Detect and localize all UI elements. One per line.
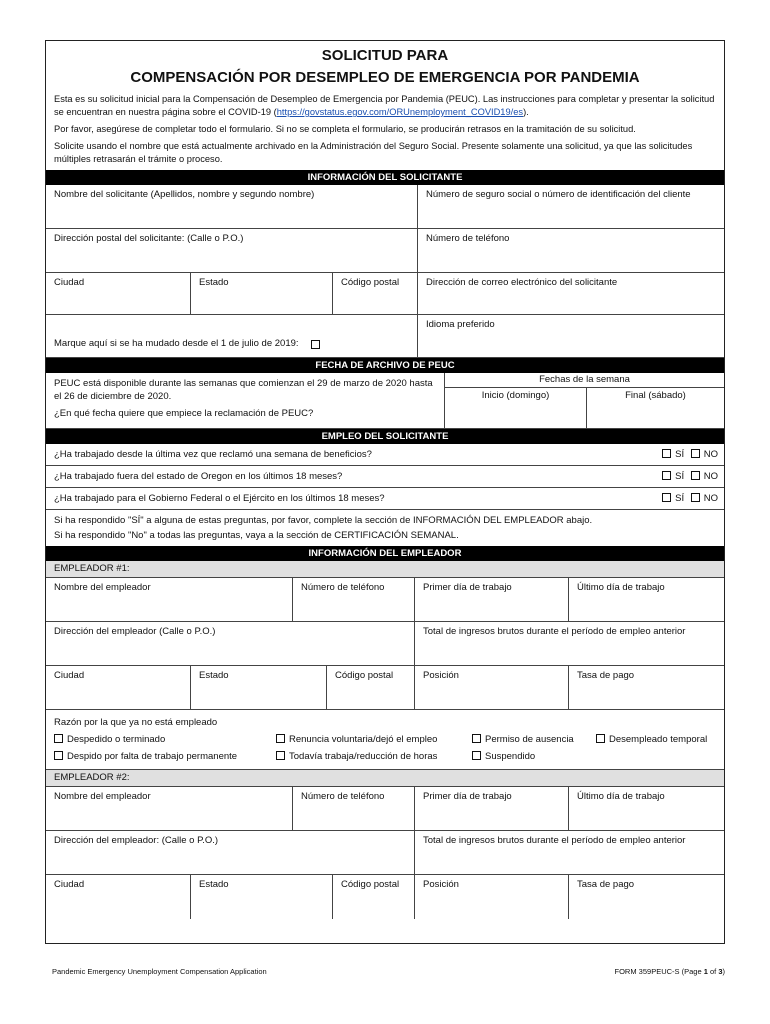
question-3-text: ¿Ha trabajado para el Gobierno Federal o el Ejército en los últimos 18 meses? — [54, 493, 385, 504]
city-label: Ciudad — [54, 277, 85, 288]
q3-no-checkbox[interactable] — [691, 493, 700, 502]
reason-option-quit[interactable] — [276, 731, 472, 748]
intro — [46, 89, 724, 166]
filing-header: FECHA DE ARCHIVO DE PEUC — [46, 358, 724, 373]
reason-leave-label: Permiso de ausencia — [485, 734, 574, 745]
form-title — [46, 41, 724, 89]
employer-1-rate-field[interactable] — [569, 666, 724, 709]
week-start-label: Inicio (domingo) — [481, 390, 550, 401]
employer-1-row-2 — [46, 622, 724, 666]
week-start-field[interactable] — [445, 388, 587, 428]
title-line-2: COMPENSACIÓN POR DESEMPLEO DE EMERGENCIA POR PANDEMIA — [130, 69, 640, 86]
employer-1-city-label: Ciudad — [54, 670, 85, 681]
reason-leave-checkbox[interactable] — [472, 734, 481, 743]
q1-yes-label: SÍ — [675, 449, 685, 460]
reason-option-reduced-hours[interactable] — [276, 748, 472, 765]
applicant-row-4 — [46, 315, 724, 358]
title-line-1: SOLICITUD PARA — [321, 47, 449, 64]
reason-suspended-checkbox[interactable] — [472, 751, 481, 760]
employer-2-gross-label: Total de ingresos brutos durante el período de empleo anterior — [423, 835, 686, 846]
employer-2-address-label: Dirección del empleador: (Calle o P.O.) — [54, 835, 219, 846]
filing-available: PEUC está disponible durante las semanas que comienzan el 29 de marzo de 2020 hasta el 26 de diciembre de 2020. — [54, 378, 433, 402]
filing-row — [46, 373, 724, 429]
ssn-field[interactable] — [418, 185, 724, 228]
reason-suspended-label: Suspendido — [485, 751, 536, 762]
employer-1-last-day-field[interactable] — [569, 578, 724, 621]
employer-2-first-day-field[interactable] — [415, 787, 569, 830]
state-field[interactable] — [191, 273, 333, 314]
employer-2-gross-field[interactable] — [415, 831, 724, 874]
address-field[interactable] — [46, 229, 418, 272]
footer-close: ) — [722, 967, 725, 976]
employer-1-address-field[interactable] — [46, 622, 415, 665]
covid-link[interactable]: https://govstatus.egov.com/ORUnemployment_COVID19/es — [276, 107, 524, 117]
q2-no-checkbox[interactable] — [691, 471, 700, 480]
employer-2-city-field[interactable] — [46, 875, 191, 919]
q1-no-checkbox[interactable] — [691, 449, 700, 458]
week-dates-block — [444, 373, 724, 428]
employer-2-last-day-label: Último día de trabajo — [577, 791, 665, 802]
q2-yes-label: SÍ — [675, 471, 685, 482]
footer-of: of — [707, 967, 719, 976]
employer-2-phone-label: Número de teléfono — [301, 791, 385, 802]
employer-2-state-field[interactable] — [191, 875, 333, 919]
q2-no-label: NO — [703, 471, 718, 482]
employer-1-first-day-label: Primer día de trabajo — [423, 582, 512, 593]
employer-2-row-3 — [46, 875, 724, 919]
reason-option-layoff[interactable] — [54, 748, 276, 765]
week-dates-fields — [445, 388, 724, 428]
employer-1-last-day-label: Último día de trabajo — [577, 582, 665, 593]
reason-reduced-hours-checkbox[interactable] — [276, 751, 285, 760]
address-label: Dirección postal del solicitante: (Calle o P.O.) — [54, 233, 244, 244]
q1-yes-checkbox[interactable] — [662, 449, 671, 458]
employer-header: INFORMACIÓN DEL EMPLEADOR — [46, 546, 724, 561]
employer-1-city-field[interactable] — [46, 666, 191, 709]
footer-title: Pandemic Emergency Unemployment Compensation Application — [52, 967, 267, 976]
applicant-header: INFORMACIÓN DEL SOLICITANTE — [46, 170, 724, 185]
employer-2-phone-field[interactable] — [293, 787, 415, 830]
employer-1-rate-label: Tasa de pago — [577, 670, 635, 681]
employer-1-phone-field[interactable] — [293, 578, 415, 621]
employer-2-rate-field[interactable] — [569, 875, 724, 919]
reason-reduced-hours-label: Todavía trabaja/reducción de horas — [289, 751, 438, 762]
question-1-answers — [658, 449, 718, 460]
employer-1-zip-field[interactable] — [327, 666, 415, 709]
city-field[interactable] — [46, 273, 191, 314]
phone-field[interactable] — [418, 229, 724, 272]
applicant-name-label: Nombre del solicitante (Apellidos, nombre y segundo nombre) — [54, 189, 315, 200]
employment-question-3 — [46, 488, 724, 510]
employer-1-gross-field[interactable] — [415, 622, 724, 665]
state-label: Estado — [199, 277, 229, 288]
filing-text — [46, 373, 444, 428]
email-label: Dirección de correo electrónico del solicitante — [426, 277, 618, 288]
reason-temporary-label: Desempleado temporal — [609, 734, 708, 745]
question-1-text: ¿Ha trabajado desde la última vez que reclamó una semana de beneficios? — [54, 449, 372, 460]
employer-2-first-day-label: Primer día de trabajo — [423, 791, 512, 802]
employment-question-1 — [46, 444, 724, 466]
intro-p1-end: ). — [523, 107, 529, 117]
q2-yes-checkbox[interactable] — [662, 471, 671, 480]
q3-yes-checkbox[interactable] — [662, 493, 671, 502]
employer-2-zip-label: Código postal — [341, 879, 400, 890]
intro-paragraph-1 — [54, 93, 716, 119]
phone-label: Número de teléfono — [426, 233, 510, 244]
question-2-answers — [658, 471, 718, 482]
question-2-text: ¿Ha trabajado fuera del estado de Oregon en los últimos 18 meses? — [54, 471, 343, 482]
applicant-row-2 — [46, 229, 724, 273]
reason-fired-label: Despedido o terminado — [67, 734, 166, 745]
applicant-row-3 — [46, 273, 724, 315]
intro-p1-text: Esta es su solicitud inicial para la Compensación de Desempleo de Emergencia por Pandemia (PEUC). Las instrucciones para completar y presentar la solicitud se encuentran en nuestra página sobre el COVID-19 ( — [54, 94, 715, 117]
question-3-answers — [658, 493, 718, 504]
employer-2-last-day-field[interactable] — [569, 787, 724, 830]
week-end-label: Final (sábado) — [625, 390, 686, 401]
employer-2-position-label: Posición — [423, 879, 459, 890]
separation-reason-label: Razón por la que ya no está empleado — [54, 717, 218, 728]
intro-paragraph-3: Solicite usando el nombre que está actualmente archivado en la Administración del Seguro Social. Presente solamente una solicitud, ya que las solicitudes múltiples retrasarán el trámite o proceso. — [54, 141, 693, 164]
employer-1-name-label: Nombre del empleador — [54, 582, 151, 593]
employer-2-name-label: Nombre del empleador — [54, 791, 151, 802]
employer-2-state-label: Estado — [199, 879, 229, 890]
employment-notes — [46, 510, 724, 546]
applicant-row-1 — [46, 185, 724, 229]
reason-layoff-checkbox[interactable] — [54, 751, 63, 760]
employment-note-1: Si ha respondido "SÍ" a alguna de estas preguntas, por favor, complete la sección de INFORMACIÓN DEL EMPLEADOR abajo. — [54, 515, 593, 526]
footer-total: 3 — [718, 967, 723, 976]
reason-option-suspended[interactable] — [472, 748, 596, 765]
q3-yes-label: SÍ — [675, 493, 685, 504]
separation-reason — [46, 710, 724, 770]
reason-layoff-label: Despido por falta de trabajo permanente — [67, 751, 238, 762]
q3-no-label: NO — [703, 493, 718, 504]
employment-note-2: Si ha respondido "No" a todas las preguntas, vaya a la sección de CERTIFICACIÓN SEMANAL. — [54, 530, 459, 541]
peuc-form — [45, 40, 725, 944]
footer-page: 1 — [703, 967, 708, 976]
week-dates-label: Fechas de la semana — [445, 373, 724, 388]
employment-header: EMPLEO DEL SOLICITANTE — [46, 429, 724, 444]
employer-2-row-1 — [46, 787, 724, 831]
reason-option-fired[interactable] — [54, 731, 276, 748]
employer-1-phone-label: Número de teléfono — [301, 582, 385, 593]
employer-2-address-field[interactable] — [46, 831, 415, 874]
email-field[interactable] — [418, 273, 724, 314]
employer-2-rate-label: Tasa de pago — [577, 879, 635, 890]
reason-option-leave[interactable] — [472, 731, 596, 748]
moved-label: Marque aquí si se ha mudado desde el 1 de julio de 2019: — [54, 338, 299, 349]
employer-2-zip-field[interactable] — [333, 875, 415, 919]
reason-option-temporary[interactable] — [596, 731, 716, 748]
language-field[interactable] — [418, 315, 724, 357]
moved-checkbox[interactable] — [311, 340, 320, 349]
reason-quit-checkbox[interactable] — [276, 734, 285, 743]
moved-field — [46, 315, 418, 357]
reason-quit-label: Renuncia voluntaria/dejó el empleo — [289, 734, 438, 745]
language-label: Idioma preferido — [426, 319, 495, 330]
ssn-label: Número de seguro social o número de identificación del cliente — [426, 189, 691, 200]
employer-2-name-field[interactable] — [46, 787, 293, 830]
employer-1-state-field[interactable] — [191, 666, 327, 709]
filing-question: ¿En qué fecha quiere que empiece la reclamación de PEUC? — [54, 408, 314, 419]
reason-temporary-checkbox[interactable] — [596, 734, 605, 743]
separation-reason-options — [54, 731, 716, 765]
employer-1-gross-label: Total de ingresos brutos durante el período de empleo anterior — [423, 626, 686, 637]
employment-question-2 — [46, 466, 724, 488]
zip-field[interactable] — [333, 273, 418, 314]
employer-2-label: EMPLEADOR #2: — [46, 770, 724, 787]
applicant-name-field[interactable] — [46, 185, 418, 228]
employer-1-state-label: Estado — [199, 670, 229, 681]
intro-paragraph-2: Por favor, asegúrese de completar todo el formulario. Si no se completa el formulario, se producirán retrasos en la tramitación de su solicitud. — [54, 124, 636, 134]
employer-1-address-label: Dirección del empleador (Calle o P.O.) — [54, 626, 216, 637]
employer-1-zip-label: Código postal — [335, 670, 394, 681]
employer-1-first-day-field[interactable] — [415, 578, 569, 621]
employer-1-row-1 — [46, 578, 724, 622]
employer-1-row-3 — [46, 666, 724, 710]
employer-1-name-field[interactable] — [46, 578, 293, 621]
employer-1-position-field[interactable] — [415, 666, 569, 709]
employer-1-label: EMPLEADOR #1: — [46, 561, 724, 578]
week-end-field[interactable] — [587, 388, 724, 428]
footer-form: FORM 359PEUC-S (Page — [614, 967, 704, 976]
reason-fired-checkbox[interactable] — [54, 734, 63, 743]
page-footer — [52, 967, 725, 976]
employer-2-position-field[interactable] — [415, 875, 569, 919]
employer-2-row-2 — [46, 831, 724, 875]
employer-1-position-label: Posición — [423, 670, 459, 681]
q1-no-label: NO — [703, 449, 718, 460]
employer-2-city-label: Ciudad — [54, 879, 85, 890]
zip-label: Código postal — [341, 277, 400, 288]
footer-page-info — [615, 967, 725, 976]
